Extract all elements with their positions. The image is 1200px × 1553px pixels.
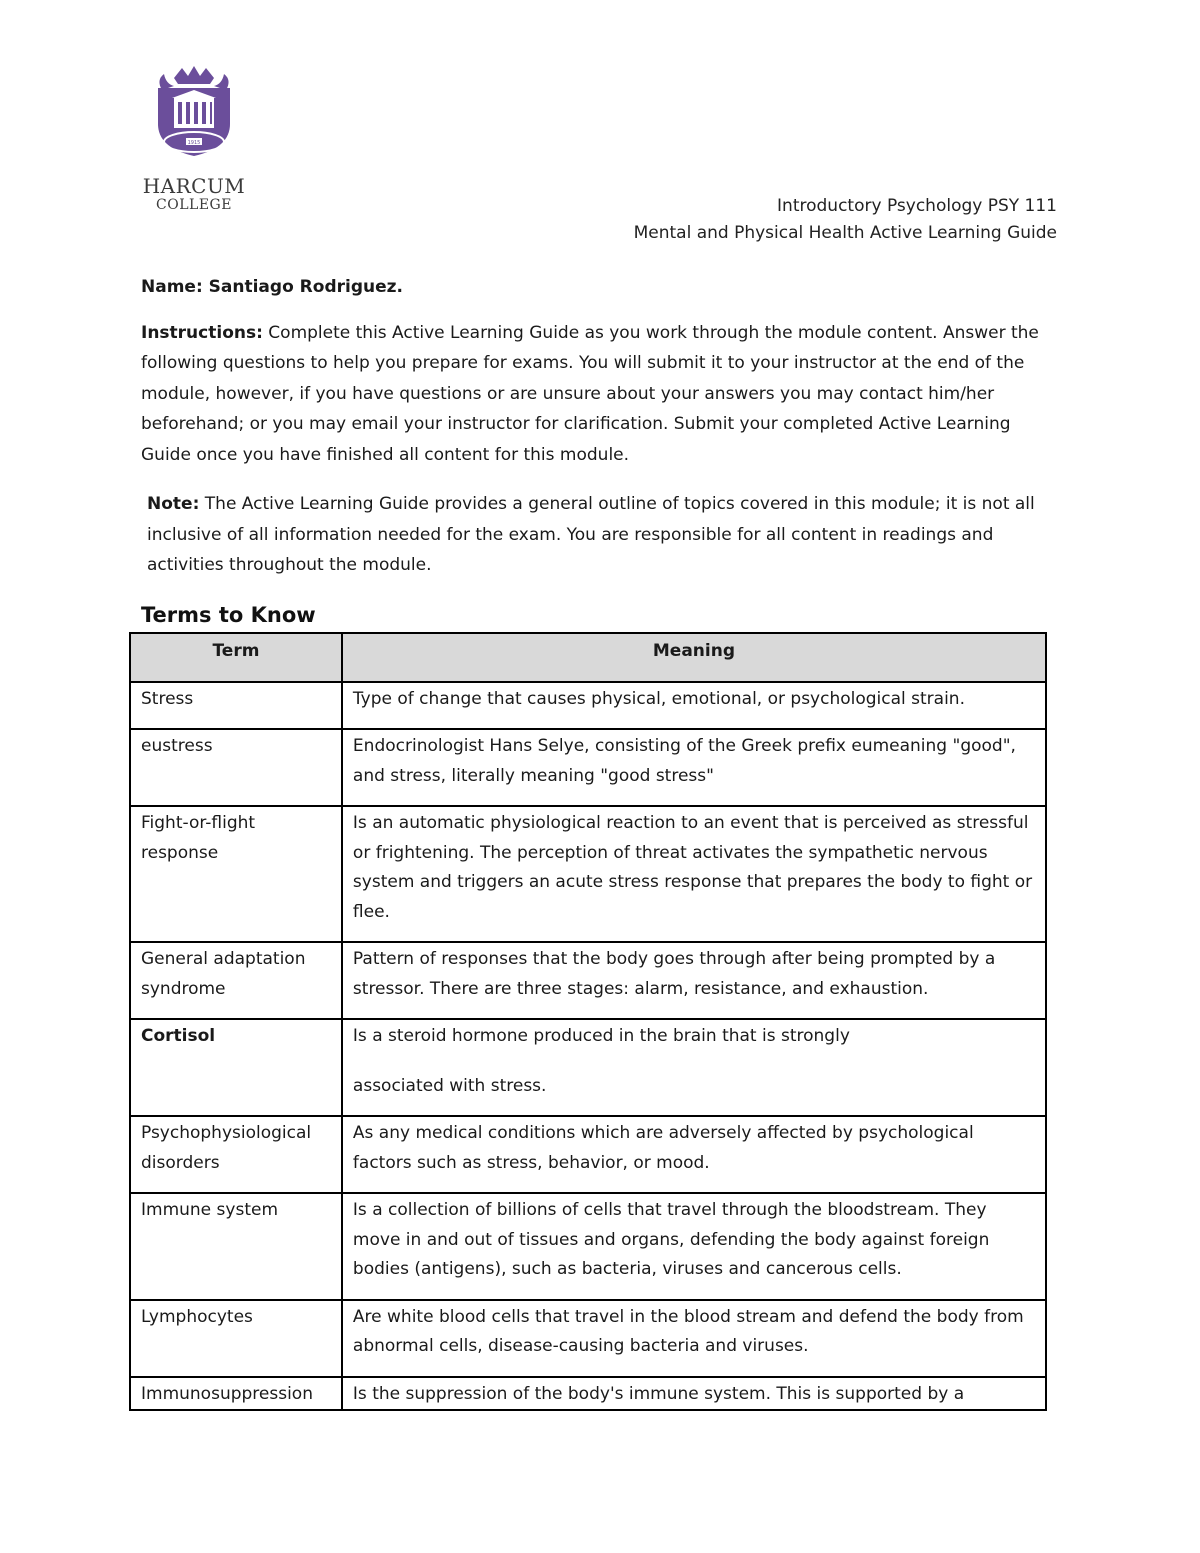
term-cell: Psychophysiological disorders — [130, 1116, 342, 1193]
instructions-text: Complete this Active Learning Guide as you work through the module content. Answer the following questions to help you prepare for exams. You will submit it to your instructor at the end of the module, however, if you have questions or are unsure about your answers you may contact him/her beforehand; or you may email your instructor for clarification. Submit your completed Active Learning Guide once you have finished all content for this module. — [141, 322, 1039, 465]
guide-title: Mental and Physical Health Active Learning Guide — [633, 223, 1057, 243]
seal-year: 1915 — [187, 140, 201, 146]
student-name: Name: Santiago Rodriguez. — [141, 277, 403, 297]
meaning-cell: Endocrinologist Hans Selye, consisting of the Greek prefix eumeaning "good", and stress, literally meaning "good stress" — [342, 729, 1046, 806]
meaning-cell: Are white blood cells that travel in the blood stream and defend the body from abnormal cells, disease-causing bacteria and viruses. — [342, 1300, 1046, 1377]
meaning-line: associated with stress. — [352, 1075, 547, 1096]
term-cell: Fight-or-flight response — [130, 806, 342, 942]
meaning-line: Is a steroid hormone produced in the brain that is strongly — [352, 1026, 850, 1046]
note-label: Note: — [147, 494, 200, 514]
meaning-cell: As any medical conditions which are adversely affected by psychological factors such as stress, behavior, or mood. — [342, 1116, 1046, 1193]
terms-table — [129, 632, 1047, 1411]
note-text: The Active Learning Guide provides a general outline of topics covered in this module; it is not all inclusive of all information needed for the exam. You are responsible for all content in readings and activities throughout the module. — [147, 494, 1035, 575]
term-cell: Stress — [130, 682, 342, 730]
meaning-cell: Is a collection of billions of cells that travel through the bloodstream. They move in and out of tissues and organs, defending the body against foreign bodies (antigens), such as bacteria, viruses and cancerous cells. — [342, 1193, 1046, 1300]
meaning-cell — [342, 1019, 1046, 1116]
course-title: Introductory Psychology PSY 111 — [777, 196, 1057, 216]
table-row — [130, 1377, 1046, 1411]
table-row — [130, 1116, 1046, 1193]
note-paragraph — [141, 489, 1059, 581]
document-header — [634, 193, 1057, 247]
logo-college-name: HARCUM — [142, 174, 246, 198]
meaning-cell: Is an automatic physiological reaction to an event that is perceived as stressful or frightening. The perception of threat activates the sympathetic nervous system and triggers an acute stress response that prepares the body to fight or flee. — [342, 806, 1046, 942]
table-row — [130, 682, 1046, 730]
table-row — [130, 806, 1046, 942]
term-cell: Immune system — [130, 1193, 342, 1300]
term-cell: Lymphocytes — [130, 1300, 342, 1377]
term-cell: eustress — [130, 729, 342, 806]
crest-icon — [140, 64, 248, 168]
meaning-cell: Pattern of responses that the body goes through after being prompted by a stressor. There are three stages: alarm, resistance, and exhaustion. — [342, 942, 1046, 1019]
term-cell: Immunosuppression — [130, 1377, 342, 1411]
meaning-cell: Is the suppression of the body's immune system. This is supported by a — [342, 1377, 1046, 1411]
term-cell: General adaptation syndrome — [130, 942, 342, 1019]
instructions-paragraph — [141, 318, 1059, 471]
table-row — [130, 1019, 1046, 1116]
table-header-row — [130, 633, 1046, 682]
table-row — [130, 942, 1046, 1019]
instructions-label: Instructions: — [141, 322, 263, 343]
column-header-term: Term — [130, 633, 342, 682]
table-row — [130, 1300, 1046, 1377]
college-logo — [140, 64, 248, 214]
table-row — [130, 1193, 1046, 1300]
column-header-meaning: Meaning — [342, 633, 1046, 682]
term-cell: Cortisol — [130, 1019, 342, 1116]
section-title: Terms to Know — [141, 603, 316, 627]
logo-college-subtitle: COLLEGE — [156, 197, 232, 213]
meaning-cell: Type of change that causes physical, emotional, or psychological strain. — [342, 682, 1046, 730]
document-body — [141, 272, 1059, 600]
table-row — [130, 729, 1046, 806]
